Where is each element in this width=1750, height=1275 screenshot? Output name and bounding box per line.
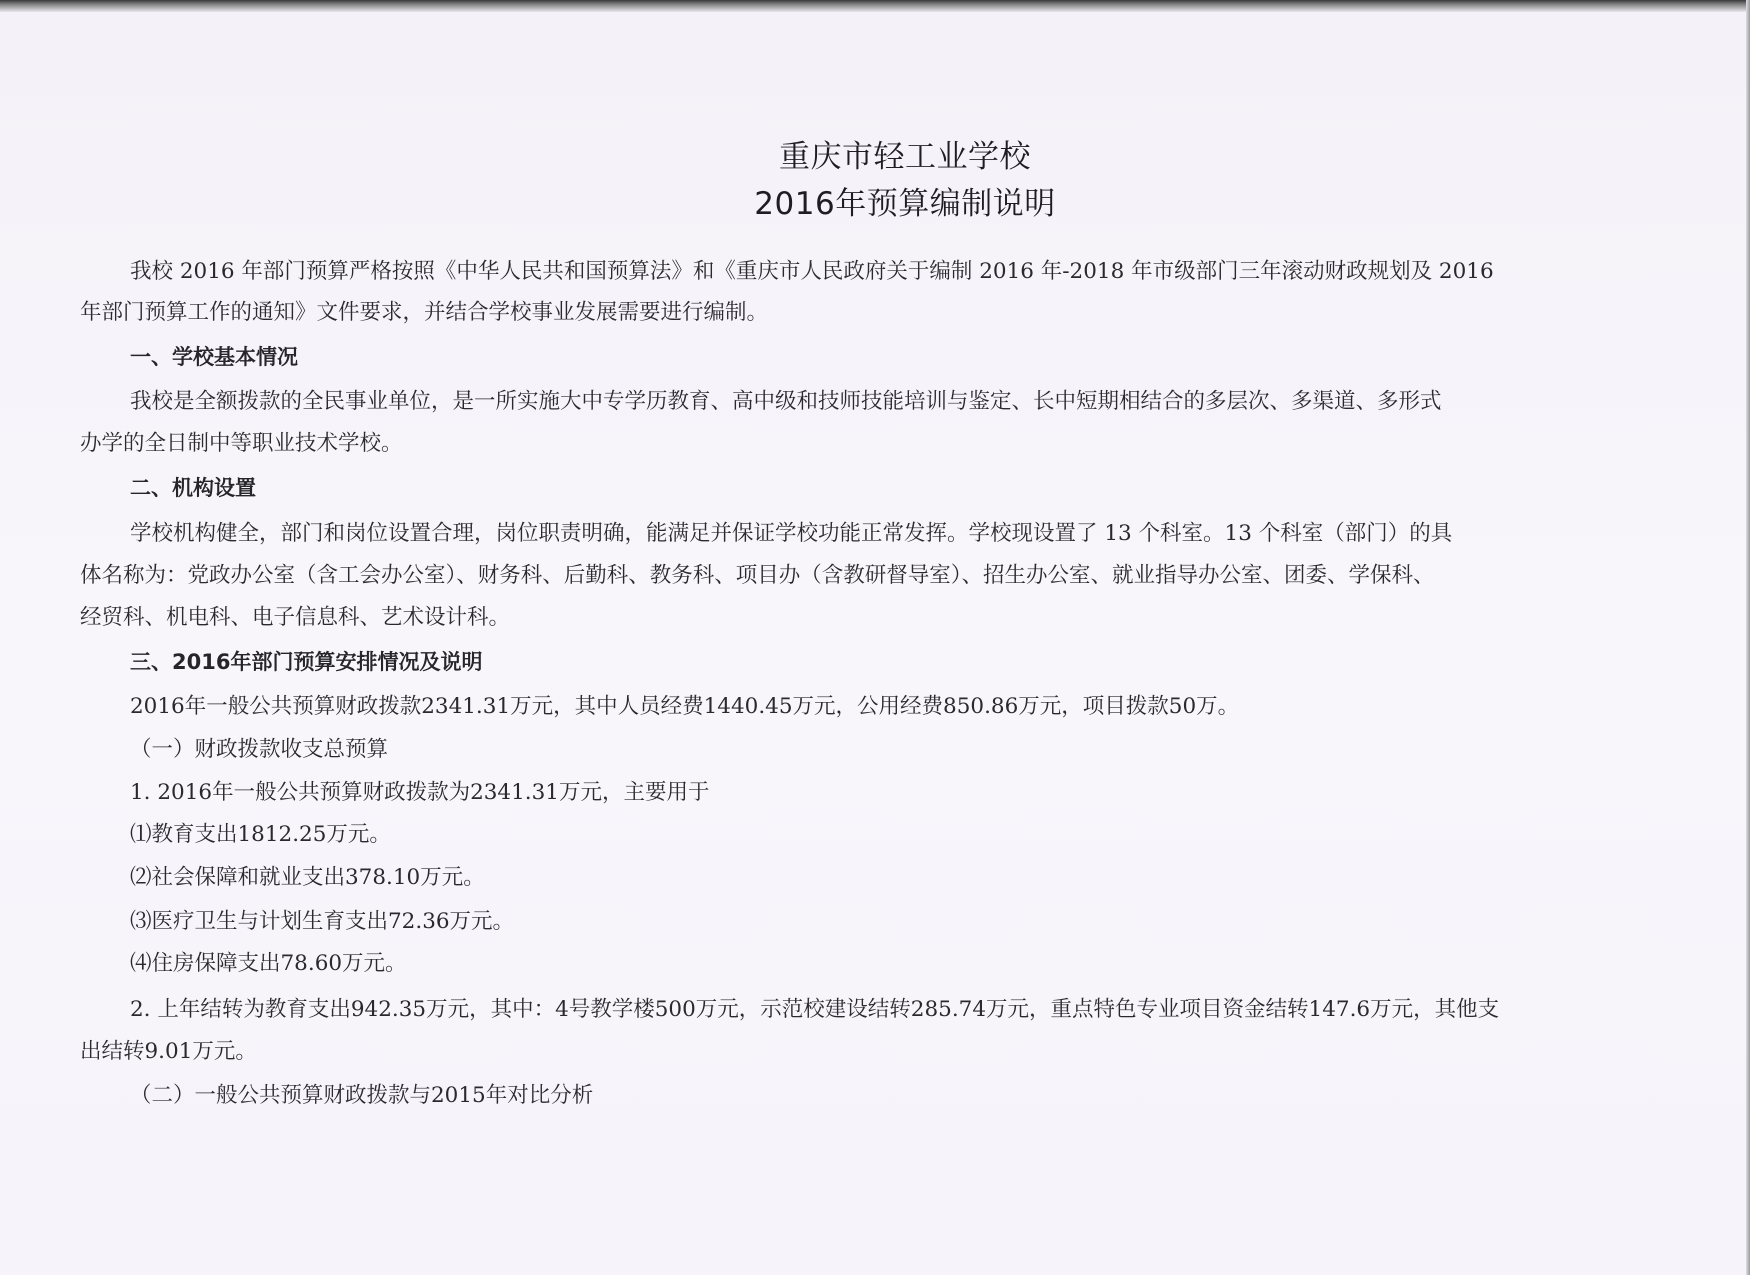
section-2-heading: 二、机构设置: [130, 476, 256, 500]
section-3-heading: 三、2016年部门预算安排情况及说明: [130, 650, 483, 674]
document-subtitle: 2016年预算编制说明: [754, 186, 1056, 222]
document-title: 重庆市轻工业学校: [779, 139, 1031, 175]
scan-shadow-top: [0, 0, 1750, 12]
item-2-line-1: 2. 上年结转为教育支出942.35万元，其中：4号教学楼500万元，示范校建设结转285.74万元，重点特色专业项目资金结转147.6万元，其他支: [130, 997, 1500, 1022]
item-1-1: ⑴教育支出1812.25万元。: [130, 822, 391, 847]
intro-paragraph-line-2: 年部门预算工作的通知》文件要求，并结合学校事业发展需要进行编制。: [80, 300, 769, 325]
section-1-heading: 一、学校基本情况: [130, 345, 298, 369]
section-1-line-2: 办学的全日制中等职业技术学校。: [80, 431, 403, 456]
item-2-line-2: 出结转9.01万元。: [80, 1039, 257, 1064]
subsection-2-heading: （二）一般公共预算财政拨款与2015年对比分析: [130, 1083, 594, 1108]
item-1-2: ⑵社会保障和就业支出378.10万元。: [130, 865, 485, 890]
section-3-summary: 2016年一般公共预算财政拨款2341.31万元，其中人员经费1440.45万元，公用经费850.86万元，项目拨款50万。: [130, 694, 1240, 719]
item-1: 1. 2016年一般公共预算财政拨款为2341.31万元，主要用于: [130, 780, 710, 805]
section-2-line-2: 体名称为：党政办公室（含工会办公室）、财务科、后勤科、教务科、项目办（含教研督导室）、招生办公室、就业指导办公室、团委、学保科、: [80, 563, 1435, 588]
section-2-line-1: 学校机构健全，部门和岗位设置合理，岗位职责明确，能满足并保证学校功能正常发挥。学校现设置了 13 个科室。13 个科室（部门）的具: [130, 521, 1453, 546]
intro-paragraph-line-1: 我校 2016 年部门预算严格按照《中华人民共和国预算法》和《重庆市人民政府关于编制 2016 年-2018 年市级部门三年滚动财政规划及 2016: [130, 259, 1494, 284]
subsection-1-heading: （一）财政拨款收支总预算: [130, 737, 389, 762]
item-1-4: ⑷住房保障支出78.60万元。: [130, 951, 407, 976]
section-2-line-3: 经贸科、机电科、电子信息科、艺术设计科。: [80, 605, 511, 630]
item-1-3: ⑶医疗卫生与计划生育支出72.36万元。: [130, 909, 515, 934]
section-1-line-1: 我校是全额拨款的全民事业单位，是一所实施大中专学历教育、高中级和技师技能培训与鉴定、长中短期相结合的多层次、多渠道、多形式: [130, 389, 1442, 414]
